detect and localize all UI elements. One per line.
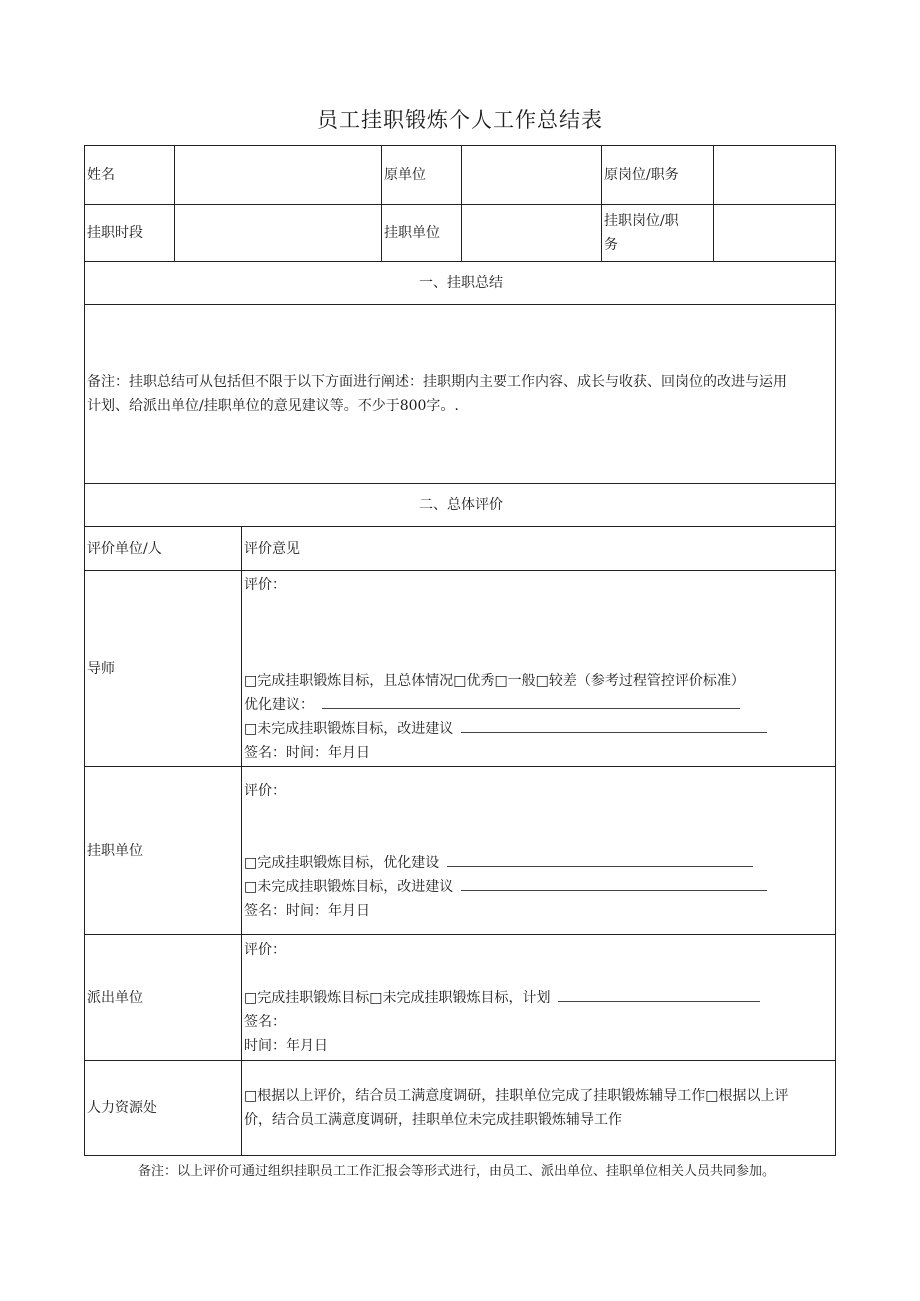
row-period: [85, 205, 836, 262]
host-line1: □完成挂职锻炼目标，优化建设: [244, 854, 440, 871]
orig-post-field[interactable]: [714, 146, 836, 205]
row-name: [85, 146, 836, 205]
hr-label: 人力资源处: [85, 1061, 242, 1156]
summary-remark-line2: 计划、给派出单位/挂职单位的意见建议等。不少于800字。.: [87, 398, 459, 414]
hr-row: [85, 1061, 836, 1156]
mentor-eval: 评价：: [244, 576, 286, 593]
host-post-label-line1: 挂职岗位/职: [604, 213, 679, 229]
period-label: 挂职时段: [85, 205, 175, 262]
orig-unit-label: 原单位: [382, 146, 462, 205]
host-line2: □未完成挂职锻炼目标，改进建议: [244, 878, 454, 895]
dispatch-line3: 时间：年月日: [244, 1037, 328, 1054]
host-row: [85, 767, 836, 935]
host-unit-field[interactable]: [462, 205, 602, 262]
orig-post-label: 原岗位/职务: [602, 146, 714, 205]
host-opinion[interactable]: [242, 767, 836, 935]
mentor-improve-blank[interactable]: [461, 718, 767, 733]
mentor-label: 导师: [85, 571, 242, 767]
dispatch-row: [85, 935, 836, 1061]
host-eval: 评价：: [244, 782, 286, 799]
dispatch-line2: 签名：: [244, 1013, 286, 1030]
mentor-row: [85, 571, 836, 767]
section2-heading: 二、总体评价: [85, 484, 836, 527]
col-eval-unit: 评价单位/人: [85, 527, 242, 571]
host-post-label: [602, 205, 714, 262]
mentor-line1: □完成挂职锻炼目标，且总体情况□优秀□一般□较差（参考过程管控评价标准）: [244, 672, 745, 689]
host-post-field[interactable]: [714, 205, 836, 262]
period-field[interactable]: [175, 205, 382, 262]
dispatch-label: 派出单位: [85, 935, 242, 1061]
dispatch-eval: 评价：: [244, 941, 286, 958]
dispatch-plan-blank[interactable]: [558, 987, 760, 1002]
mentor-line2: 优化建议：: [244, 696, 314, 713]
footnote: 备注：以上评价可通过组织挂职员工工作汇报会等形式进行，由员工、派出单位、挂职单位相关人员共同参加。: [138, 1164, 776, 1179]
hr-opinion[interactable]: [242, 1061, 836, 1156]
section1-heading: 一、挂职总结: [85, 262, 836, 305]
host-post-label-line2: 务: [604, 237, 618, 253]
summary-content-area[interactable]: [85, 305, 836, 484]
summary-form-table: [84, 145, 836, 1156]
mentor-suggestion-blank[interactable]: [322, 694, 740, 709]
dispatch-opinion[interactable]: [242, 935, 836, 1061]
orig-unit-field[interactable]: [462, 146, 602, 205]
dispatch-line1: □完成挂职锻炼目标□未完成挂职锻炼目标，计划: [244, 989, 551, 1006]
name-label: 姓名: [85, 146, 175, 205]
name-field[interactable]: [175, 146, 382, 205]
mentor-line3: □未完成挂职锻炼目标，改进建议: [244, 720, 454, 737]
host-line3: 签名：时间：年月日: [244, 902, 370, 919]
host-unit-label: 挂职单位: [382, 205, 462, 262]
host-improve-blank[interactable]: [461, 876, 767, 891]
hr-line2: 价，结合员工满意度调研，挂职单位未完成挂职锻炼辅导工作: [244, 1112, 622, 1128]
summary-remark-line1: 备注：挂职总结可从包括但不限于以下方面进行阐述：挂职期内主要工作内容、成长与收获、回岗位的改进与运用: [87, 374, 787, 390]
host-optimize-blank[interactable]: [447, 852, 753, 867]
mentor-line4: 签名：时间：年月日: [244, 744, 370, 761]
host-label: 挂职单位: [85, 767, 242, 935]
hr-line1: □根据以上评价，结合员工满意度调研，挂职单位完成了挂职锻炼辅导工作□根据以上评: [244, 1088, 789, 1104]
page-title: 员工挂职锻炼个人工作总结表: [317, 108, 603, 132]
col-eval-opinion: 评价意见: [242, 527, 836, 571]
mentor-opinion[interactable]: [242, 571, 836, 767]
